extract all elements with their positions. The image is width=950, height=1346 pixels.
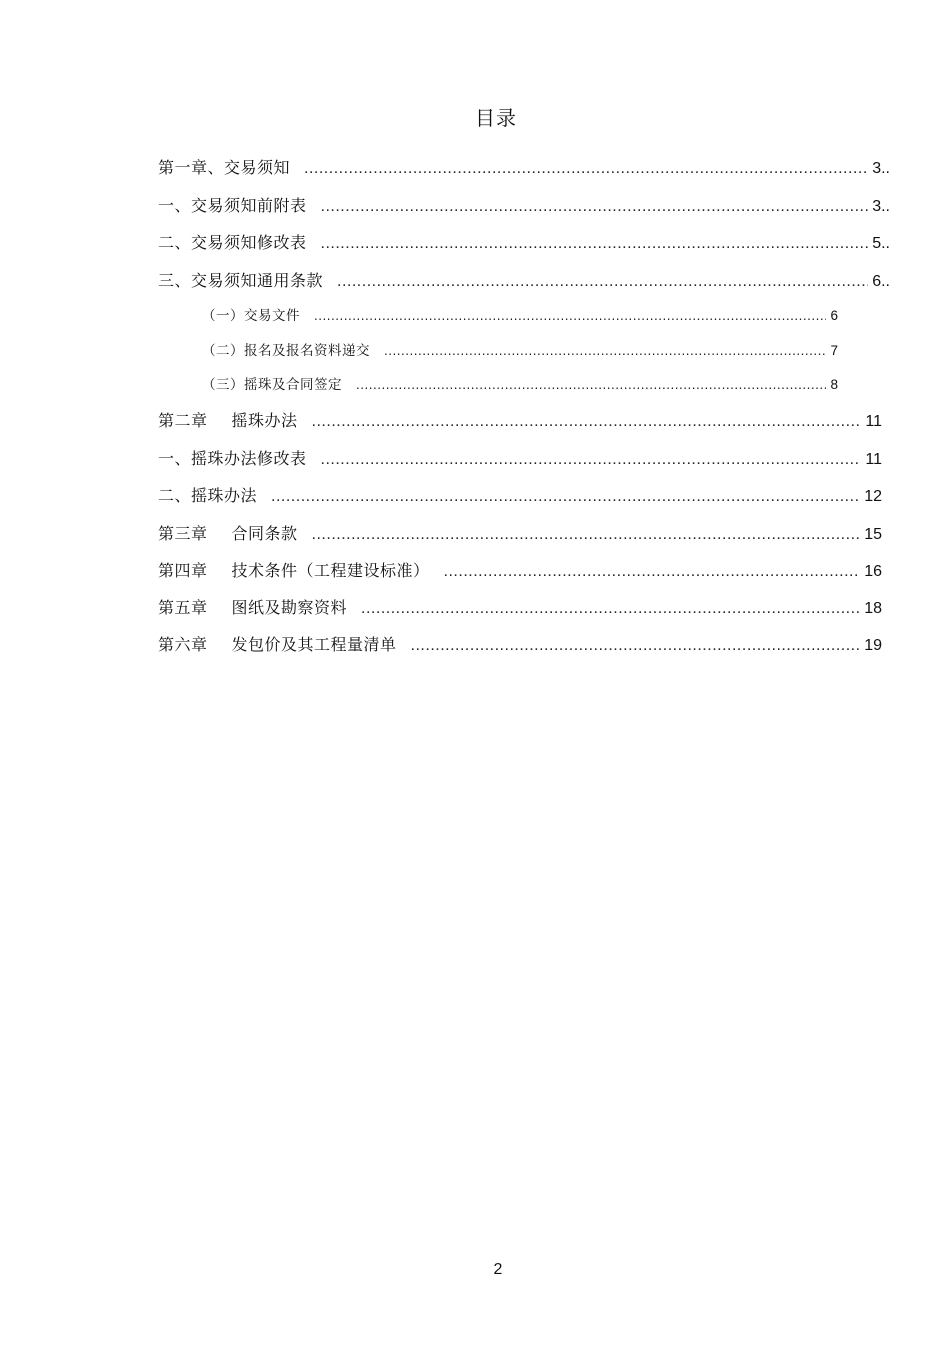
- toc-entry-label: [158, 408, 298, 431]
- toc-dot-leader: [312, 413, 862, 431]
- chapter-title: 合同条款: [231, 524, 298, 543]
- toc-entry-label: （三）摇珠及合同签定: [202, 377, 342, 393]
- toc-entry-label: 第一章、交易须知: [158, 158, 291, 177]
- toc-entry-page: 11: [865, 451, 882, 468]
- chapter-number: 第六章: [158, 635, 208, 654]
- chapter-title: 技术条件（工程建设标准）: [231, 561, 430, 580]
- toc-dot-leader: [321, 198, 869, 216]
- chapter-number: 第二章: [158, 411, 208, 430]
- toc-entry-chapter-4[interactable]: [158, 558, 882, 582]
- toc-entry-section-1-2[interactable]: [158, 230, 890, 254]
- toc-entry-page: 3..: [872, 198, 890, 215]
- toc-entry-label: 一、摇珠办法修改表: [158, 449, 307, 468]
- toc-entry-label: [158, 632, 397, 655]
- toc-entry-page: 6..: [872, 273, 890, 290]
- toc-entry-chapter-3[interactable]: [158, 521, 882, 545]
- toc-entry-subsection-2[interactable]: [202, 339, 838, 359]
- toc-entry-label: [158, 595, 347, 618]
- toc-entry-label: （一）交易文件: [202, 308, 300, 324]
- chapter-title: 图纸及勘察资料: [231, 598, 348, 617]
- toc-entry-page: 19: [864, 637, 882, 654]
- toc-entry-page: 11: [865, 413, 882, 430]
- page-title: 目录: [475, 106, 517, 130]
- toc-entry-section-2-1[interactable]: [158, 446, 882, 470]
- toc-entry-page: 12: [864, 488, 882, 505]
- toc-entry-section-1-1[interactable]: [158, 193, 890, 217]
- toc-entry-section-2-2[interactable]: [158, 483, 882, 507]
- toc-entry-subsection-1[interactable]: [202, 304, 838, 324]
- chapter-number: 第三章: [158, 524, 208, 543]
- toc-entry-chapter-1[interactable]: [158, 155, 890, 179]
- toc-entry-label: （二）报名及报名资料递交: [202, 343, 370, 359]
- toc-entry-label: 二、摇珠办法: [158, 486, 258, 505]
- toc-entry-chapter-2[interactable]: [158, 408, 882, 432]
- toc-dot-leader: [384, 343, 826, 358]
- chapter-title: 发包价及其工程量清单: [231, 635, 397, 654]
- chapter-number: 第四章: [158, 561, 208, 580]
- toc-entry-page: 16: [864, 563, 882, 580]
- toc-entry-section-1-3[interactable]: [158, 268, 890, 292]
- toc-entry-label: 二、交易须知修改表: [158, 233, 307, 252]
- toc-entry-label: [158, 558, 430, 581]
- toc-entry-page: 7: [830, 343, 838, 358]
- toc-entry-label: 三、交易须知通用条款: [158, 271, 324, 290]
- toc-entry-chapter-5[interactable]: [158, 595, 882, 619]
- page-number: 2: [493, 1261, 503, 1278]
- toc-entry-page: 5..: [872, 235, 890, 252]
- toc-dot-leader: [321, 235, 869, 253]
- toc-dot-leader: [312, 526, 861, 544]
- toc-entry-page: 8: [830, 377, 838, 392]
- toc-entry-label: 一、交易须知前附表: [158, 196, 307, 215]
- toc-dot-leader: [314, 308, 826, 323]
- toc-entry-label: [158, 521, 298, 544]
- toc-entry-page: 6: [830, 308, 838, 323]
- toc-entry-page: 3..: [872, 160, 890, 177]
- chapter-number: 第五章: [158, 598, 208, 617]
- toc-dot-leader: [444, 563, 861, 581]
- toc-entry-page: 15: [864, 526, 882, 543]
- toc-dot-leader: [271, 488, 860, 506]
- toc-dot-leader: [411, 637, 861, 655]
- chapter-title: 摇珠办法: [231, 411, 298, 430]
- toc-dot-leader: [304, 160, 868, 178]
- toc-entry-page: 18: [864, 600, 882, 617]
- toc-dot-leader: [361, 600, 860, 618]
- toc-dot-leader: [356, 377, 826, 392]
- toc-dot-leader: [321, 451, 862, 469]
- toc-dot-leader: [337, 273, 868, 291]
- toc-entry-chapter-6[interactable]: [158, 632, 882, 656]
- toc-entry-subsection-3[interactable]: [202, 373, 838, 393]
